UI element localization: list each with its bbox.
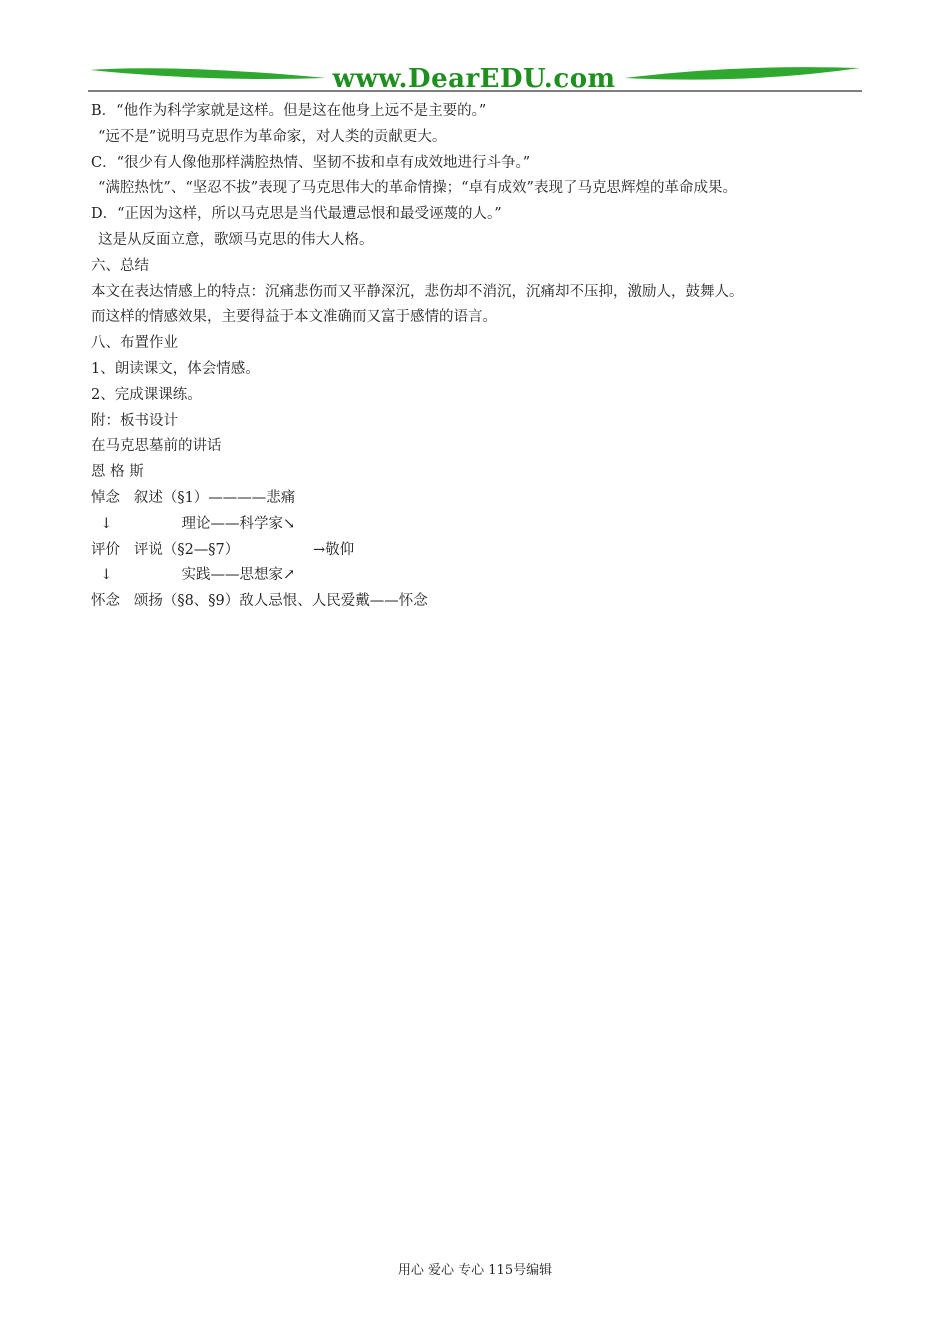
section-summary-heading: 六、总结 [91, 257, 149, 274]
board-author: 恩 格 斯 [91, 464, 144, 481]
option-b-quote: B．“他作为科学家就是这样。但是这在他身上远不是主要的。” [91, 103, 487, 119]
board-row-remember: 怀念 颂扬（§8、§9）敌人忌恨、人民爱戴——怀念 [91, 593, 428, 610]
summary-paragraph-2: 而这样的情感效果，主要得益于本文准确而又富于感情的语言。 [91, 309, 497, 326]
option-c-quote: C．“很少有人像他那样满腔热情、坚韧不拔和卓有成效地进行斗争。” [91, 154, 531, 171]
board-row-theory: ↓ 理论——科学家↘ [91, 515, 296, 532]
page-footer: 用心 爱心 专心 115号编辑 [397, 1263, 553, 1278]
document-body [91, 99, 863, 615]
homework-item-2: 2、完成课课练。 [91, 386, 202, 403]
site-logo[interactable]: www.DearEDU.com [332, 64, 616, 94]
option-d-explanation: 这是从反面立意，歌颂马克思的伟大人格。 [98, 231, 374, 248]
option-d-quote: D．“正因为这样，所以马克思是当代最遭忌恨和最受诬蔑的人。” [91, 206, 502, 223]
board-design-heading: 附：板书设计 [91, 412, 178, 429]
option-c-explanation: “满腔热忱”、“坚忍不拔”表现了马克思伟大的革命情操；“卓有成效”表现了马克思辉煌的革命成果。 [98, 180, 737, 197]
option-b-explanation: “远不是”说明马克思作为革命家，对人类的贡献更大。 [98, 128, 447, 145]
board-title: 在马克思墓前的讲话 [91, 438, 222, 455]
board-row-practice: ↓ 实践——思想家↗ [91, 567, 296, 584]
homework-item-1: 1、朗读课文，体会情感。 [91, 360, 260, 377]
board-row-evaluate: 评价 评说（§2—§7） →敬仰 [91, 541, 355, 558]
summary-paragraph-1: 本文在表达情感上的特点：沉痛悲伤而又平静深沉，悲伤却不消沉，沉痛却不压抑，激励人，鼓舞人。 [91, 283, 744, 300]
page-header [88, 62, 862, 94]
board-row-mourn: 悼念 叙述（§1）————悲痛 [91, 489, 296, 506]
section-homework-heading: 八、布置作业 [91, 335, 178, 352]
